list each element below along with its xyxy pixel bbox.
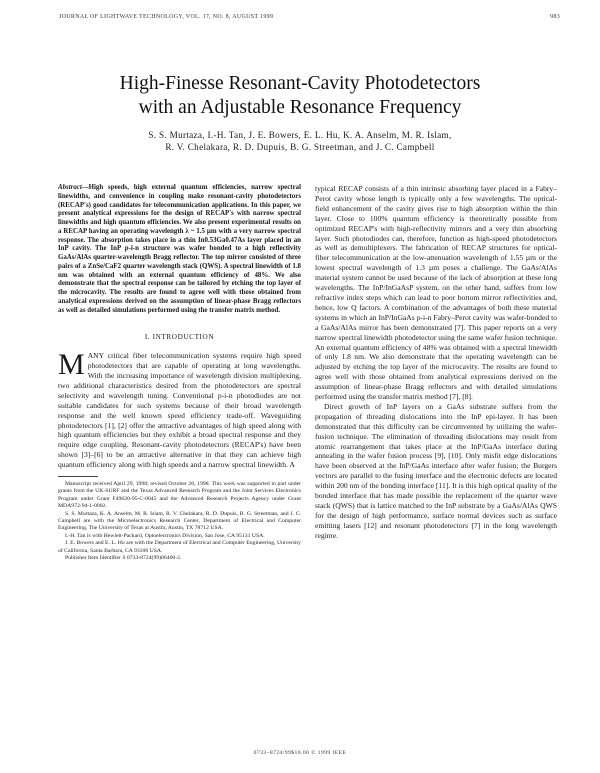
intro-paragraph-text: ANY critical fiber telecommunication systems require high speed photodetectors that are capable of operating at long wavelengths. With the increasing importance of wavelength division multiplexing, two additional characteristics desired from the photodetectors are spectral selectivity and wavelength tuning. Conventional p-i-n photodiodes are not suitable candidates for such systems because of their broad wavelength response and the well known speed efficiency trade-off. Waveguiding photodetectors [1], [2] offer the attractive advantages of high speed along with high quantum efficiencies but they exhibit a broad spectral response and they require edge coupling. Resonant-cavity photodetectors (RECAP's) have been shown [3]–[6] to be an attractive alternative in that they can achieve high quantum efficiency along with high speeds and a narrow spectral linewidth. A bbox=[58, 351, 301, 470]
copyright-line: 0733–8724/99$10.00 © 1999 IEEE bbox=[253, 750, 347, 756]
abstract bbox=[58, 184, 301, 315]
footnote-publisher-id: Publisher Item Identifier S 0733-8724(99)06400-2. bbox=[65, 555, 182, 562]
paper-title-line-2: with an Adjustable Resonance Frequency bbox=[138, 97, 462, 118]
footnote-affiliation-texas: S. S. Murtaza, K. A. Anselm, M. R. Islam, R. V. Chelakara, R. D. Dupuis, B. G. Streetman, and J. C. Campbell are with the Microelectronics Research Center, Department of Electrical and Computer Engineering, The University of Texas at Austin, Austin, TX 78712 USA. bbox=[58, 510, 301, 532]
footnote-affiliation-ucsb: J. E. Bowers and E. L. Hu are with the Department of Electrical and Computer Engineering, University of California, Santa Barbara, CA 93106 USA. bbox=[58, 540, 301, 554]
drop-cap: M bbox=[58, 348, 85, 382]
paper-title-line-1: High-Finesse Resonant-Cavity Photodetectors bbox=[119, 73, 481, 94]
intro-paragraph bbox=[58, 348, 301, 470]
footnote-manuscript: Manuscript received April 29, 1998; revised October 26, 1998. This work was supported in part under grants from the UK-SURF and the Texas Advanced Research Program and the Joint Services Electronics Program under Grant F49620-95-C-0045 and the Advanced Research Projects Agency under Grant MDA972-94-1-0002. bbox=[58, 481, 301, 510]
left-column bbox=[58, 184, 301, 563]
right-column bbox=[315, 184, 557, 541]
page-number: 983 bbox=[550, 14, 560, 20]
author-list-line-1: S. S. Murtaza, I.-H. Tan, J. E. Bowers, E. L. Hu, K. A. Anselm, M. R. Islam, bbox=[148, 130, 452, 140]
section-heading-introduction: I. INTRODUCTION bbox=[144, 333, 215, 342]
footnote-divider bbox=[58, 476, 98, 477]
author-list-line-2: R. V. Chelakara, R. D. Dupuis, B. G. Streetman, and J. C. Campbell bbox=[165, 142, 435, 152]
footnotes bbox=[58, 481, 301, 562]
abstract-text: High speeds, high external quantum efficiencies, narrow spectral linewidths, and convenience in coupling make resonant-cavity photodetectors (RECAP's) good candidates for telecommunication applications. In this paper, we present analytical expressions for the design of RECAP's with narrow spectral linewidths and high quantum efficiencies. We also present experimental results on a RECAP having an operating wavelength λ ~ 1.5 µm with a very narrow spectral response. The absorption takes place in a thin In0.53Ga0.47As layer placed in an InP cavity. The InP p-i-n structure was wafer bonded to a high reflectivity GaAs/AlAs quarter-wavelength Bragg reflector. The top mirror consisted of three pairs of a ZnSe/CaF2 quarter wavelength stack (QWS). A spectral linewidth of 1.8 nm was obtained with an external quantum efficiency of 48%. We also demonstrate that the spectral response can be tailored by etching the top layer of the microcavity. The results are found to agree well with those obtained from analytical expressions derived on the assumption of linear-phase Bragg reflectors as well as detailed simulations performed using the transfer matrix method. bbox=[58, 184, 301, 314]
running-head bbox=[59, 14, 560, 20]
paper-title bbox=[40, 72, 560, 120]
body-paragraph-1: typical RECAP consists of a thin intrinsic absorbing layer placed in a Fabry–Perot cavity whose length is typically only a few wavelengths. The optical-field enhancement of the cavity gives rise to high absorption within the thin layer. Close to 100% quantum efficiency is theoretically possible from optimized RECAP's with high-reflectivity mirrors and a very thin absorbing layer. Such photodiodes can, therefore, function as high-speed photodetectors as well as demultiplexers. The fabrication of RECAP structures for optical-fiber telecommunication at the low-attenuation wavelength of 1.55 µm or the lowest spectral wavelength of 1.3 µm poses a challenge. The GaAs/AlAs material system cannot be used because of the lack of absorption at these long wavelengths. The InP/InGaAsP system, on the other hand, suffers from low refractive index steps which can lead to poor bottom mirror reflectivities and, hence, low Q factors. A combination of the advantages of both these material systems in which an InP/InGaAs p-i-n Fabry–Perot cavity was wafer-bonded to a GaAs/AlAs mirror has been demonstrated [7]. This paper reports on a very narrow spectral linewidth photodetector using the same wafer fusion technique. An external quantum efficiency of 48% was obtained with a spectral linewidth of only 1.8 nm. We also demonstrate that the operating wavelength can be adjusted by etching the top layer of the microcavity. The results are found to agree well with those obtained from analytical expressions derived on the assumption of linear-phase Bragg reflectors and with detailed simulations performed using the transfer matrix method [7], [8]. bbox=[315, 184, 557, 402]
footnote-affiliation-hp: I.-H. Tan is with Hewlett-Packard, Optoelectronics Division, San Jose, CA 95131 USA. bbox=[65, 532, 265, 539]
running-head-journal: JOURNAL OF LIGHTWAVE TECHNOLOGY, VOL. 17, NO. 8, AUGUST 1999 bbox=[59, 14, 274, 20]
abstract-lead: Abstract— bbox=[58, 184, 89, 191]
body-paragraph-2: Direct growth of InP layers on a GaAs substrate suffers from the propagation of threading dislocations into the InP epi-layer. It has been demonstrated that this difficulty can be circumvented by utilizing the wafer-fusion technique. The elimination of threading dislocations may result from atomic rearrangement that takes place at the InP/GaAs interface during annealing in the wafer fusion process [9], [10]. Only misfit edge dislocations have been observed at the InP/GaAs interface after wafer fusion; the Burgers vectors are parallel to the fusing interface and the electronic defects are located within 200 nm of the bonding interface [11]. It is this high optical quality of the bonded interface that has made possible the replacement of the quarter wave stack (QWS) that is lattice matched to the InP substrate by a GaAs/AlAs QWS for the design of high performance, surface normal devices such as surface emitting lasers [12] and resonant photodetectors [7] in the long wavelength regime. bbox=[315, 401, 557, 540]
author-list bbox=[60, 129, 540, 153]
